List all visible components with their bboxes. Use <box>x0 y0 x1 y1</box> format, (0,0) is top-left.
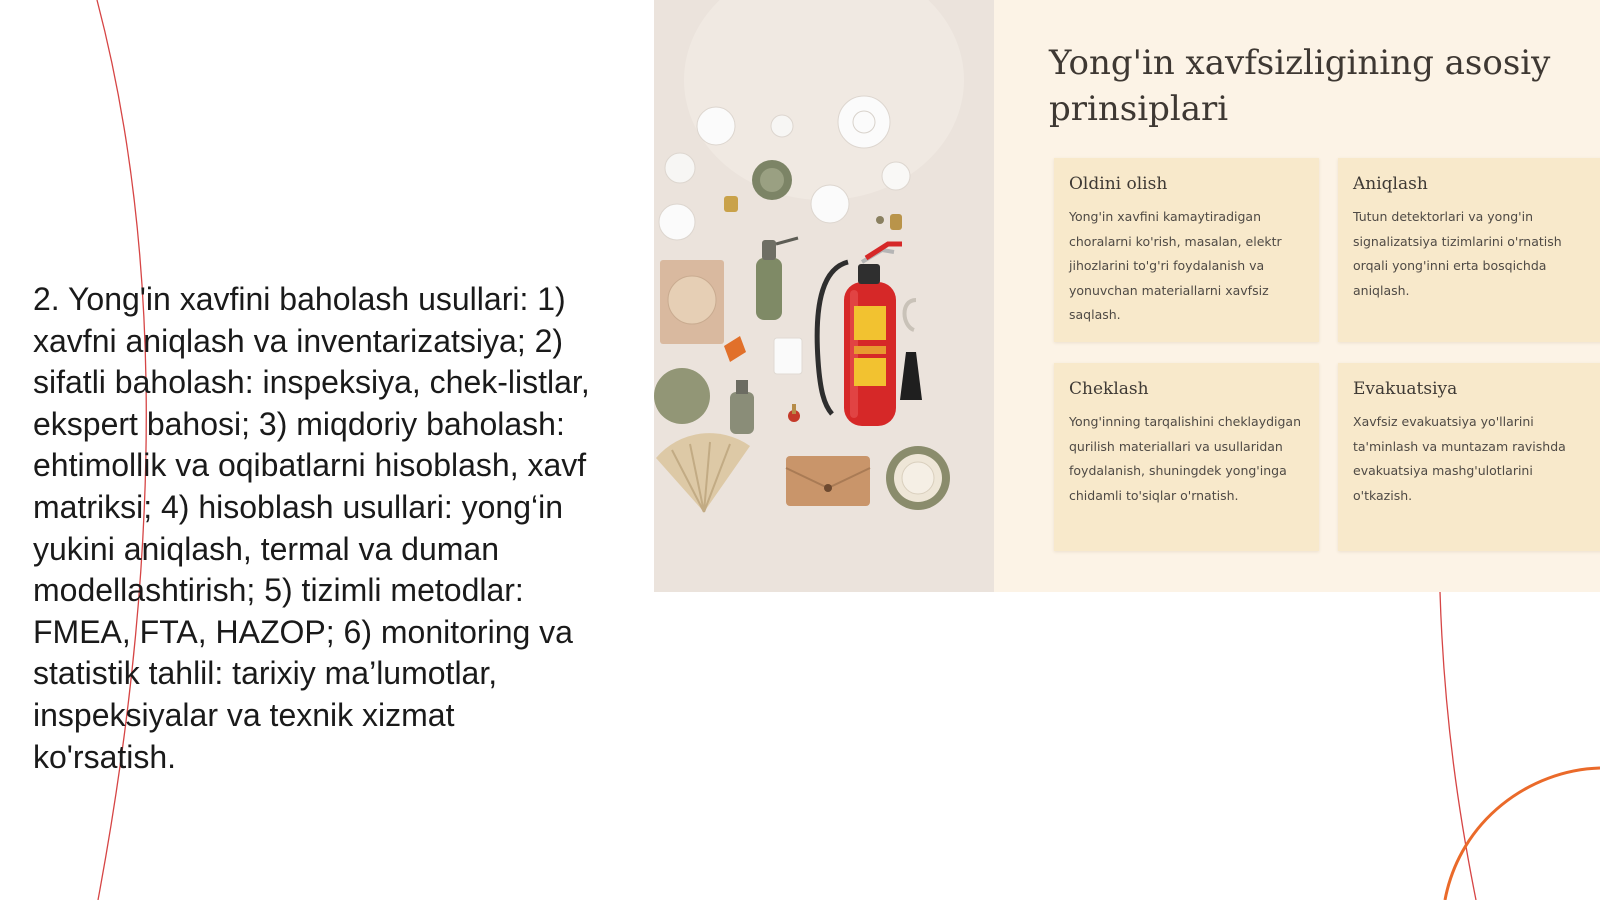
smoke-detector-icon <box>659 204 695 240</box>
decor-line-right <box>1440 592 1476 900</box>
card-title: Aniqlash <box>1353 174 1428 194</box>
smoke-detector-icon <box>838 96 890 148</box>
slide-title: Yong'in xavfsizligining asosiy prinsiplari <box>1049 43 1551 129</box>
card-evacuation <box>1338 363 1600 551</box>
small-extinguisher-icon <box>756 258 782 320</box>
smoke-detector-icon <box>697 107 735 145</box>
decor-arc-orange <box>1445 768 1600 900</box>
card-prevention <box>1054 158 1319 342</box>
olive-disc-icon <box>654 368 710 424</box>
card-title: Oldini olish <box>1069 174 1168 194</box>
main-text: 2. Yong'in xavfini baholash usullari: 1) xavfni aniqlash va inventarizatsiya; 2) sifatli baholash: inspeksiya, chek-listlar, ekspert bahosi; 3) miqdoriy baholash: ehtimollik va oqibatlarni hisoblash, xavf matriksi; 4) hisoblash usullari: yong‘in yukini aniqlash, termal va duman modellashtirish; 5) tizimli metodlar: FMEA, FTA, HAZOP; 6) monitoring va statistik tahlil: tarixiy ma’lumotlar, inspeksiyalar va texnik xizmat ko'rsatish. <box>33 281 590 775</box>
card-containment <box>1054 363 1319 551</box>
slide-preview <box>654 0 1600 592</box>
card-text: Yong'inning tarqalishini cheklaydigan qurilish materiallari va usullaridan foydalanish, shuningdek yong'inga chidamli to'siqlar o'rnatish. <box>1069 414 1302 503</box>
leather-pouch-icon <box>786 456 870 506</box>
card-text: Tutun detektorlari va yong'in signalizatsiya tizimlarini o'rnatish orqali yong'inni erta bosqichda aniqlash. <box>1353 209 1562 298</box>
alarm-box-icon <box>774 338 802 374</box>
card-text: Yong'in xavfini kamaytiradigan choralarni ko'rish, masalan, elektr jihozlarini to'g'ri foydalanish va yonuvchan materiallarni xavfsiz saqlash. <box>1069 209 1282 322</box>
smoke-detector-icon <box>665 153 695 183</box>
card-title: Evakuatsiya <box>1353 379 1458 399</box>
card-title: Cheklash <box>1069 379 1149 399</box>
card-detection <box>1338 158 1600 342</box>
card-text: Xavfsiz evakuatsiya yo'llarini ta'minlash va muntazam ravishda evakuatsiya mashg'ulotlarini o'tkazish. <box>1353 414 1566 503</box>
fire-safety-photo <box>654 0 994 592</box>
smoke-detector-icon <box>811 185 849 223</box>
fire-safety-flatlay-icon <box>654 0 994 592</box>
smoke-detector-icon <box>771 115 793 137</box>
smoke-detector-icon <box>882 162 910 190</box>
